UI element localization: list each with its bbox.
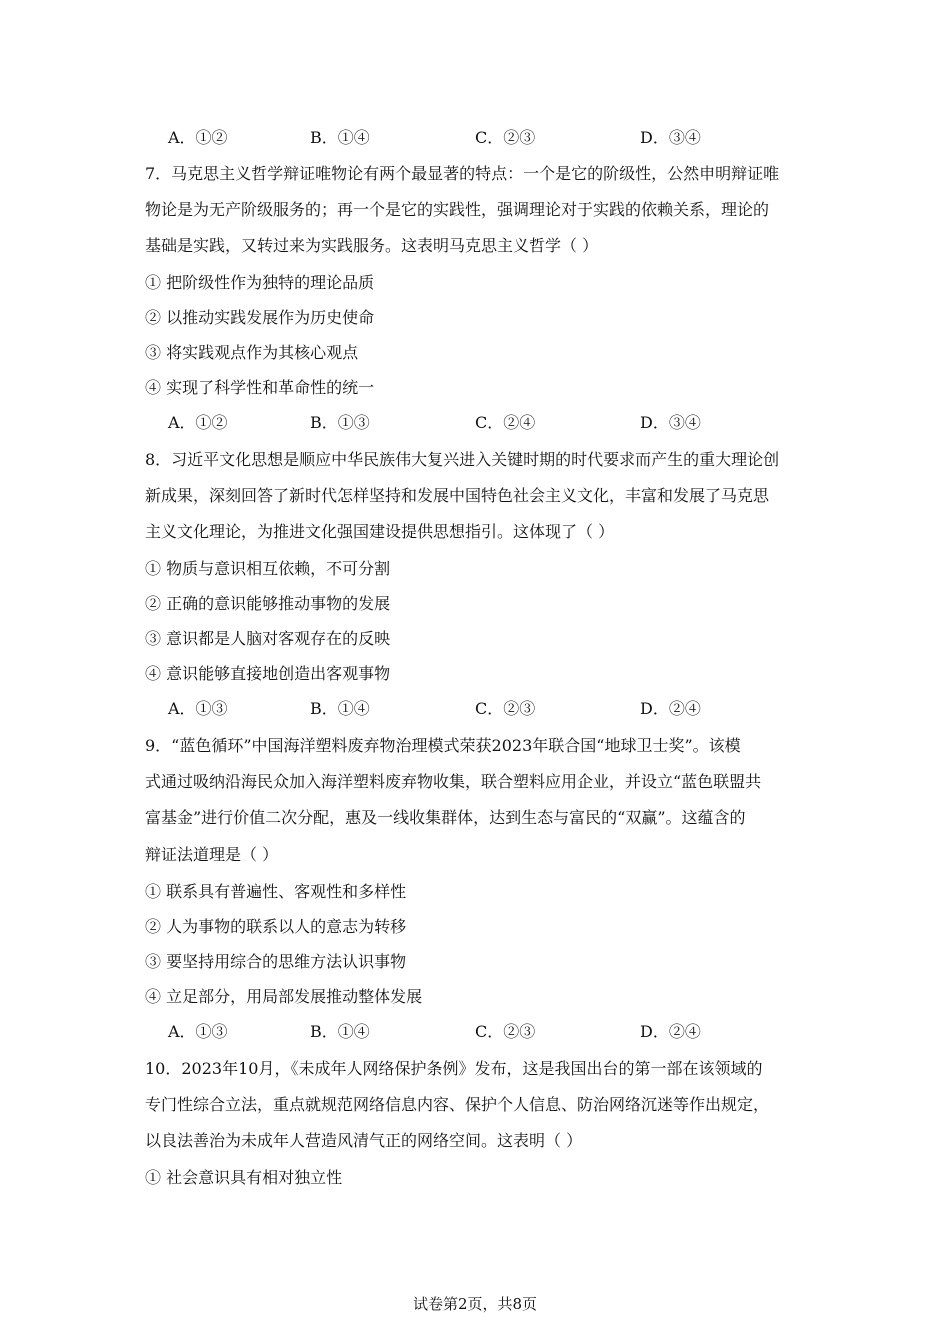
option-d: D．②④ <box>640 699 701 718</box>
q9-item-3: ③ 要坚持用综合的思维方法认识事物 <box>145 952 407 971</box>
q7-item-3: ③ 将实践观点作为其核心观点 <box>145 343 359 362</box>
q8-stem-line-1: 8．习近平文化思想是顺应中华民族伟大复兴进入关键时期的时代要求而产生的重大理论创 <box>145 450 780 469</box>
q8-stem-line-3: 主义文化理论，为推进文化强国建设提供思想指引。这体现了（ ） <box>145 522 615 541</box>
option-d: D．③④ <box>640 413 701 432</box>
q9-options <box>145 1022 815 1042</box>
q7-item-2: ② 以推动实践发展作为历史使命 <box>145 308 375 327</box>
q9-stem-line-1: 9．“蓝色循环”中国海洋塑料废弃物治理模式荣获2023年联合国“地球卫士奖”。该模 <box>145 736 741 755</box>
q7-stem-line-1: 7．马克思主义哲学辩证唯物论有两个最显著的特点：一个是它的阶级性，公然申明辩证唯 <box>145 164 780 183</box>
q10-stem-line-3: 以良法善治为未成年人营造风清气正的网络空间。这表明（ ） <box>145 1131 583 1150</box>
q8-options <box>145 699 815 719</box>
q9-stem-line-2: 式通过吸纳沿海民众加入海洋塑料废弃物收集，联合塑料应用企业，并设立“蓝色联盟共 <box>145 772 762 791</box>
q10-item-1: ① 社会意识具有相对独立性 <box>145 1168 343 1187</box>
q9-item-4: ④ 立足部分，用局部发展推动整体发展 <box>145 987 423 1006</box>
q8-item-3: ③ 意识都是人脑对客观存在的反映 <box>145 629 391 648</box>
option-a: A．①② <box>168 128 228 147</box>
q8-item-4: ④ 意识能够直接地创造出客观事物 <box>145 664 391 683</box>
option-b: B．①③ <box>310 413 370 432</box>
q9-item-2: ② 人为事物的联系以人的意志为转移 <box>145 917 407 936</box>
q7-stem-line-3: 基础是实践，又转过来为实践服务。这表明马克思主义哲学（ ） <box>145 236 599 255</box>
option-a: A．①③ <box>168 1022 228 1041</box>
q7-item-4: ④ 实现了科学性和革命性的统一 <box>145 378 375 397</box>
option-a: A．①③ <box>168 699 228 718</box>
option-d: D．②④ <box>640 1022 701 1041</box>
q7-stem-line-2: 物论是为无产阶级服务的；再一个是它的实践性，强调理论对于实践的依赖关系，理论的 <box>145 200 770 219</box>
option-c: C．②③ <box>475 1022 536 1041</box>
option-c: C．②③ <box>475 699 536 718</box>
option-b: B．①④ <box>310 128 370 147</box>
q8-stem-line-2: 新成果，深刻回答了新时代怎样坚持和发展中国特色社会主义文化，丰富和发展了马克思 <box>145 486 770 505</box>
prev-question-options <box>145 128 815 148</box>
option-d: D．③④ <box>640 128 701 147</box>
q9-item-1: ① 联系具有普遍性、客观性和多样性 <box>145 882 407 901</box>
q8-item-2: ② 正确的意识能够推动事物的发展 <box>145 594 391 613</box>
q9-stem-line-3: 富基金”进行价值二次分配，惠及一线收集群体，达到生态与富民的“双赢”。这蕴含的 <box>145 808 746 827</box>
page-footer: 试卷第2页，共8页 <box>412 1295 538 1313</box>
option-b: B．①④ <box>310 1022 370 1041</box>
option-c: C．②③ <box>475 128 536 147</box>
q7-item-1: ① 把阶级性作为独特的理论品质 <box>145 273 375 292</box>
option-a: A．①② <box>168 413 228 432</box>
q10-stem-line-2: 专门性综合立法，重点就规范网络信息内容、保护个人信息、防治网络沉迷等作出规定， <box>145 1095 770 1114</box>
q9-stem-line-4: 辩证法道理是（ ） <box>145 845 279 864</box>
q7-options <box>145 413 815 433</box>
q8-item-1: ① 物质与意识相互依赖，不可分割 <box>145 559 391 578</box>
q10-stem-line-1: 10．2023年10月，《未成年人网络保护条例》发布，这是我国出台的第一部在该领域的 <box>145 1059 763 1078</box>
option-c: C．②④ <box>475 413 536 432</box>
option-b: B．①④ <box>310 699 370 718</box>
